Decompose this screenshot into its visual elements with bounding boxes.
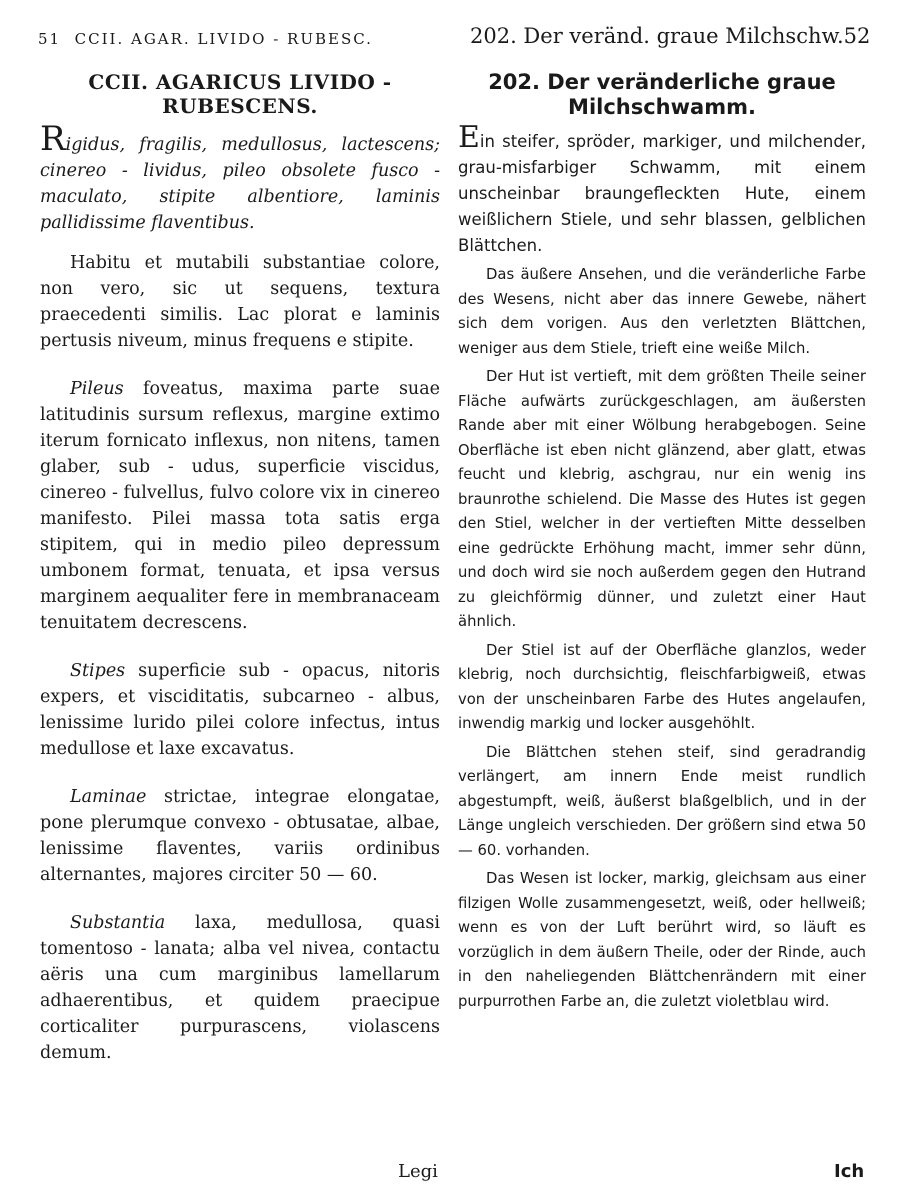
latin-laminae-paragraph (40, 784, 440, 888)
german-paragraph-stiel: Der Stiel ist auf der Oberfläche glanzlos, weder klebrig, noch durchsichtig, fleischfarbigweiß, etwas von der unscheinbaren Farbe des Hutes angelaufen, inwendig markig und locker ausgehöhlt. (458, 641, 866, 732)
stipes-label: Stipes (70, 661, 126, 681)
german-intro (458, 120, 866, 259)
latin-stipes-paragraph (40, 658, 440, 762)
latin-diagnosis-text: igidus, fragilis, medullosus, lactescens; cinereo - lividus, pileo obsolete fusco - maculato, stipite albentiore, laminis pallidissime flaventibus. (40, 135, 440, 233)
german-paragraph-blaettchen: Die Blättchen stehen steif, sind geradrandig verlängert, am innern Ende meist rundlich abgestumpft, weiß, äußerst blaßgelblich, und in der Länge ungleich verschieden. Der größern sind etwa 50 — 60. vorhanden. (458, 743, 866, 859)
laminae-text: strictae, integrae elongatae, pone plerumque convexo - obtusatae, albae, lenissime flaventes, variis ordinibus alternantes, majores circiter 50 — 60. (40, 787, 440, 885)
laminae-label: Laminae (70, 787, 147, 807)
left-page-number: 51 (38, 30, 62, 48)
substantia-label: Substantia (70, 913, 166, 933)
right-running-title: 202. Der veränd. graue Milchschw. (470, 24, 844, 48)
substantia-text: laxa, medullosa, quasi tomentoso - lanata; alba vel nivea, contactu aëris una cum marginibus lamellarum adhaerentibus, et quidem praecipue corticaliter purpurascens, violascens demum. (40, 913, 440, 1063)
latin-title: CCII. AGARICUS LIVIDO - RUBESCENS. (88, 70, 392, 118)
german-title: 202. Der veränderliche graue Milchschwamm. (488, 70, 836, 119)
right-page-number: 52 (843, 24, 871, 48)
latin-substantia-paragraph (40, 910, 440, 1066)
right-catchword: Ich (834, 1161, 865, 1182)
german-intro-text: in steifer, spröder, markiger, und milchender, grau-misfarbiger Schwamm, mit einem unscheinbar braungefleckten Hute, einem weißlichern Stiele, und sehr blassen, gelblichen Blättchen. (458, 132, 866, 255)
latin-habitus-paragraph: Habitu et mutabili substantiae colore, non vero, sic ut sequens, textura praecedenti similis. Lac plorat e laminis pertusis niveum, minus frequens e stipite. (40, 253, 440, 351)
german-column (458, 70, 866, 1018)
pileus-label: Pileus (70, 379, 124, 399)
latin-dropcap: R (40, 119, 66, 159)
left-catchword: Legi (398, 1161, 438, 1182)
german-paragraph-ansehen: Das äußere Ansehen, und die veränderliche Farbe des Wesens, nicht aber das innere Gewebe, nähert sich dem vorigen. Aus den verletzten Blättchen, weniger aus dem Stiele, trieft eine weiße Milch. (458, 266, 866, 357)
german-dropcap: E (458, 120, 480, 155)
latin-column (40, 70, 440, 1088)
left-running-title: CCII. AGAR. LIVIDO - RUBESC. (74, 30, 373, 48)
german-paragraph-hut: Der Hut ist vertieft, mit dem größten Theile seiner Fläche aufwärts zurückgeschlagen, am äußersten Rande aber mit einer Wölbung herabgebogen. Seine Oberfläche ist eben nicht glänzend, aber glatt, etwas feucht und klebrig, aschgrau, nur ein wenig ins braunrothe schielend. Die Masse des Hutes ist gegen den Stiel, welcher in der vertieften Mitte desselben eine gedrückte Erhöhung macht, immer sehr dünn, und doch wird sie noch außerdem gegen den Hutrand zu gleichförmig dünner, und zuletzt einer Haut ähnlich. (458, 368, 866, 630)
pileus-text: foveatus, maxima parte suae latitudinis sursum reflexus, margine extimo iterum fornicato inflexus, non nitens, tamen glaber, sub - udus, superficie viscidus, cinereo - fulvellus, fulvo colore vix in cinereo manifesto. Pilei massa tota satis erga stipitem, qui in medio pileo depressum umbonem format, tenuata, et ipsa versus marginem aequaliter fere in membranaceam tenuitatem decrescens. (40, 379, 440, 633)
latin-diagnosis (40, 119, 440, 236)
german-paragraph-wesen: Das Wesen ist locker, markig, gleichsam aus einer filzigen Wolle zusammengesetzt, weiß, oder hellweiß; wenn es von der Luft berührt wird, so läuft es vorzüglich in dem äußern Theile, oder der Rinde, auch in den naheliegenden Blättchenrändern mit einer purpurrothen Farbe an, die zuletzt violetblau wird. (458, 870, 866, 1010)
left-page-header (38, 30, 373, 48)
right-page-header (470, 24, 871, 48)
latin-pileus-paragraph (40, 376, 440, 636)
stipes-text: superficie sub - opacus, nitoris expers, et visciditatis, subcarneo - albus, lenissime lurido pilei colore infectus, intus medullose et laxe excavatus. (40, 661, 440, 759)
